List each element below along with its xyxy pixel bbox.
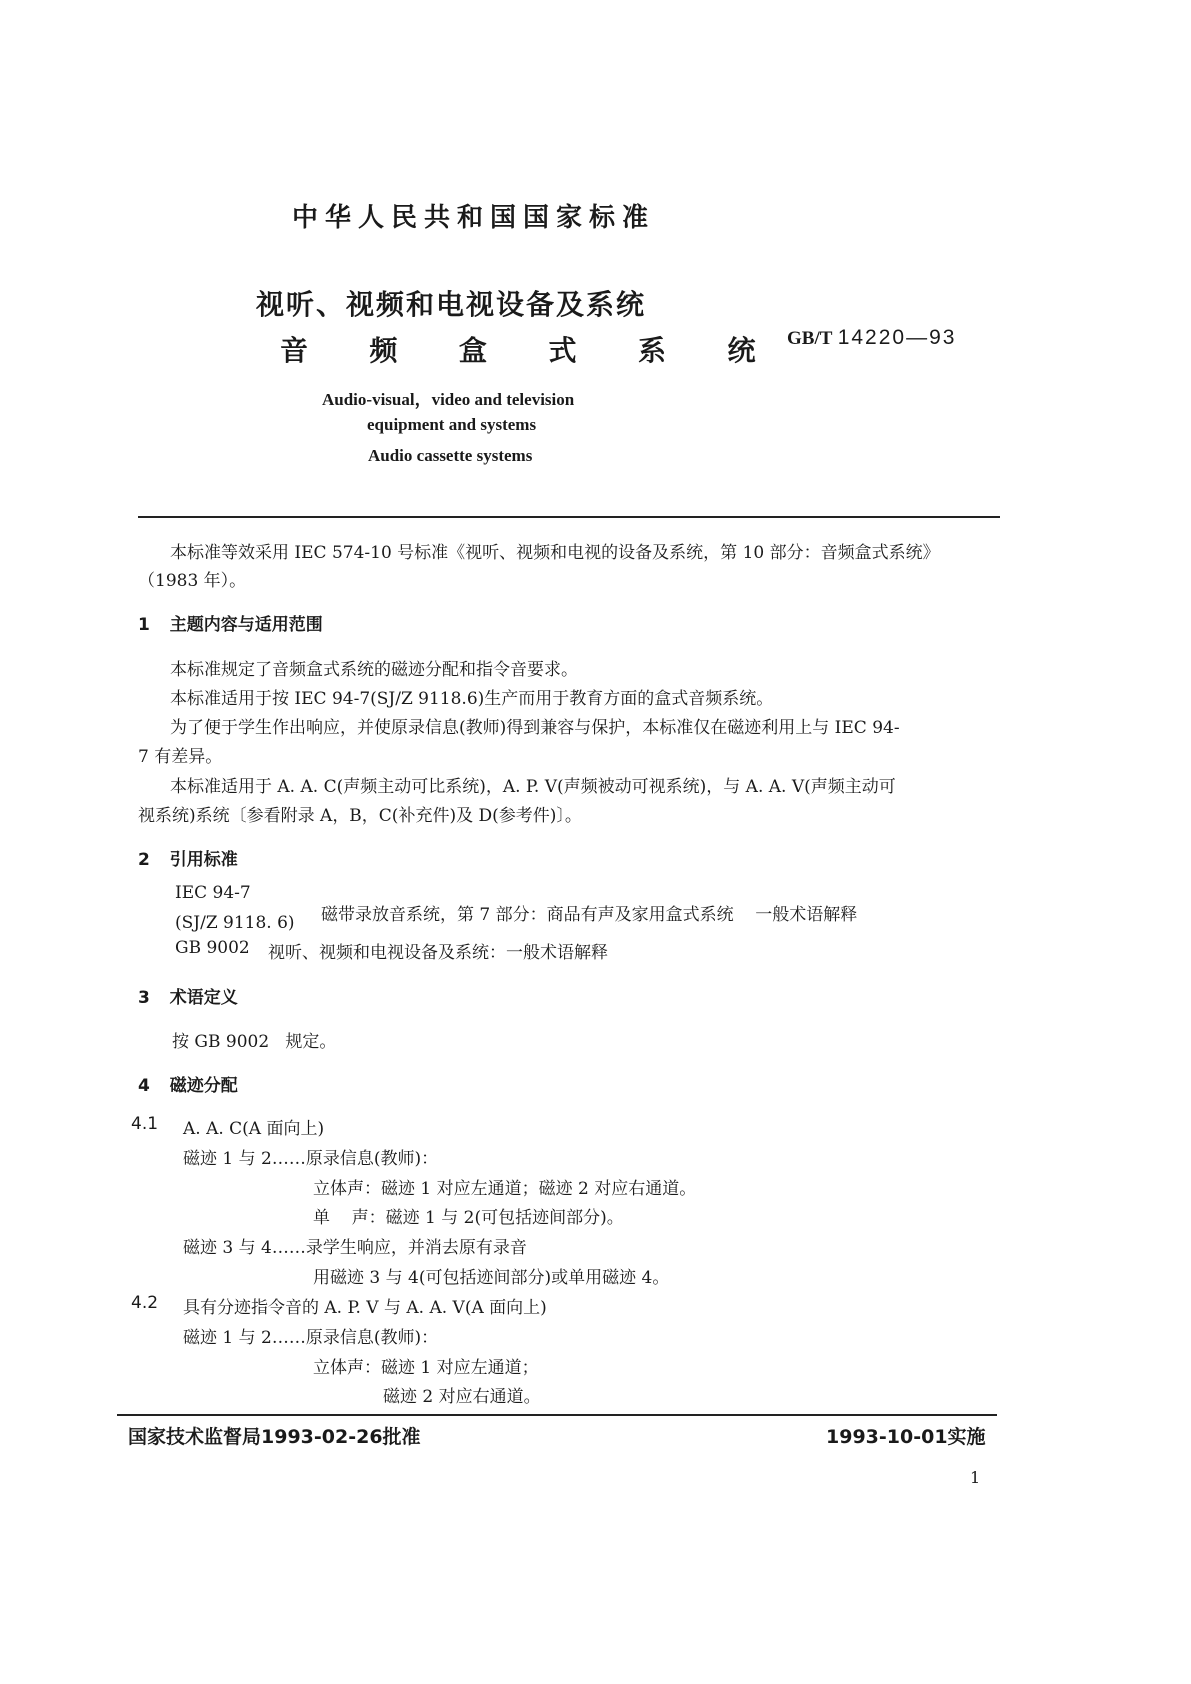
section-4-heading	[138, 1071, 238, 1096]
doc-title-line2: 音 频 盒 式 系 统	[280, 334, 770, 367]
ref1-code-line1: IEC 94-7	[175, 883, 251, 903]
s42-track12: 磁迹 1 与 2……原录信息(教师)：	[183, 1328, 439, 1348]
page-number: 1	[970, 1468, 981, 1487]
section-4-number: 4	[138, 1076, 150, 1096]
subsection-4-1-title: A. A. C(A 面向上)	[183, 1119, 325, 1139]
standard-code-prefix: GB/T	[787, 328, 833, 349]
subsection-4-2-title: 具有分迹指令音的 A. P. V 与 A. A. V(A 面向上)	[183, 1298, 547, 1318]
s41-track12: 磁迹 1 与 2……原录信息(教师)：	[183, 1149, 439, 1169]
subsection-4-2-number: 4.2	[131, 1293, 159, 1313]
section-1-para4-line2: 视系统)系统〔参看附录 A，B，C(补充件)及 D(参考件)〕。	[138, 806, 582, 826]
intro-line1: 本标准等效采用 IEC 574-10 号标准《视听、视频和电视的设备及系统，第 10 部分：音频盒式系统》	[170, 543, 940, 563]
section-3-title: 术语定义	[169, 988, 238, 1008]
section-2-heading	[138, 845, 238, 870]
s41-track34-detail: 用磁迹 3 与 4(可包括迹间部分)或单用磁迹 4。	[313, 1268, 670, 1288]
section-4-title: 磁迹分配	[169, 1076, 238, 1096]
section-1-para3-line1: 为了便于学生作出响应，并使原录信息(教师)得到兼容与保护，本标准仅在磁迹利用上与 IEC 94-	[170, 718, 900, 738]
s42-stereo: 立体声：磁迹 1 对应左通道；	[313, 1358, 539, 1378]
ref2-description: 视听、视频和电视设备及系统：一般术语解释	[268, 943, 608, 963]
doc-title-line1: 视听、视频和电视设备及系统	[256, 288, 647, 321]
section-3-para1: 按 GB 9002 规定。	[172, 1032, 337, 1052]
english-title-line2: equipment and systems	[367, 415, 537, 434]
section-3-number: 3	[138, 988, 150, 1008]
standard-code-number: 14220—93	[837, 326, 957, 349]
section-1-para3-line2: 7 有差异。	[138, 747, 223, 767]
s42-right-channel: 磁迹 2 对应右通道。	[383, 1387, 541, 1407]
section-1-para4-line1: 本标准适用于 A. A. C(声频主动可比系统)，A. P. V(声频被动可视系统)，与 A. A. V(声频主动可	[170, 777, 896, 797]
national-standard-heading: 中华人民共和国国家标准	[292, 203, 656, 233]
english-title-line1: Audio-visual，video and television	[322, 390, 575, 409]
subsection-4-1-number: 4.1	[131, 1114, 159, 1134]
ref2-code: GB 9002	[175, 938, 250, 958]
approval-line: 国家技术监督局1993-02-26批准	[128, 1426, 421, 1448]
s41-stereo: 立体声：磁迹 1 对应左通道；磁迹 2 对应右通道。	[313, 1179, 697, 1199]
section-2-title: 引用标准	[169, 850, 238, 870]
ref1-description: 磁带录放音系统，第 7 部分：商品有声及家用盒式系统 一般术语解释	[321, 905, 858, 925]
ref1-code-line2: (SJ/Z 9118. 6)	[175, 913, 295, 933]
section-3-heading	[138, 983, 238, 1008]
english-title-line3: Audio cassette systems	[368, 446, 533, 465]
section-2-number: 2	[138, 850, 150, 870]
standard-code	[787, 326, 956, 350]
bottom-divider-rule	[117, 1414, 997, 1416]
section-1-title: 主题内容与适用范围	[169, 615, 323, 635]
s41-track34: 磁迹 3 与 4……录学生响应，并消去原有录音	[183, 1238, 527, 1258]
section-1-para1: 本标准规定了音频盒式系统的磁迹分配和指令音要求。	[170, 660, 578, 680]
top-divider-rule	[138, 516, 1000, 518]
section-1-number: 1	[138, 615, 150, 635]
section-1-para2: 本标准适用于按 IEC 94-7(SJ/Z 9118.6)生产而用于教育方面的盒式音频系统。	[170, 689, 774, 709]
intro-line2: （1983 年）。	[138, 571, 247, 591]
s41-mono: 单 声：磁迹 1 与 2(可包括迹间部分)。	[313, 1208, 624, 1228]
section-1-heading	[138, 610, 323, 635]
effective-date: 1993-10-01实施	[826, 1426, 986, 1448]
